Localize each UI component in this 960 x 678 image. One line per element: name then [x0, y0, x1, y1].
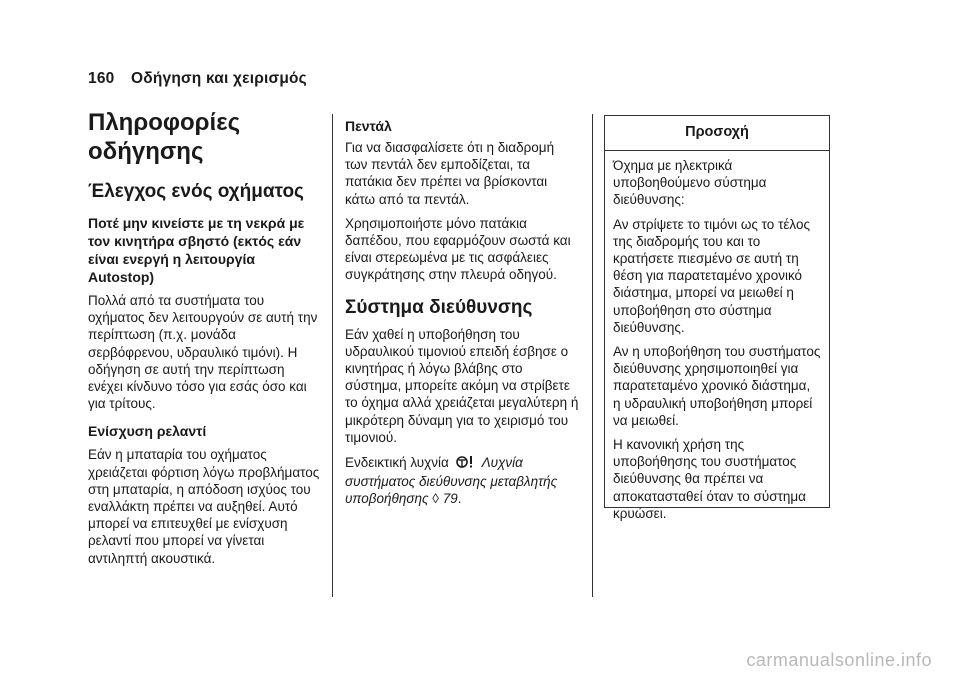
paragraph-pedals-2: Χρησιμοποιήστε μόνο πατάκια δαπέδου, που εφαρμόζουν σωστά και είναι στερεωμένα με τις ασφάλειες συγκράτησης στην πλευρά οδηγού.: [345, 215, 571, 283]
paragraph-steering: Εάν χαθεί η υποβοήθηση του υδραυλικού τιμονιού επειδή έσβησε ο κινητήρας ή λόγω βλάβης στο σύστημα, μπορείτε ακόμη να στρίβετε το όχημα αλλά χρειάζεται μεγαλύτερη ή μικρότερη δύναμη για το χειρισμό του τιμονιού.: [345, 326, 579, 445]
watermark: carmanualsonline.info: [746, 650, 932, 670]
indicator-reference: Λυχνία συστήματος διεύθυνσης μεταβλητής υποβοήθησης: [345, 455, 558, 507]
page-title: Πληροφορίες οδήγησης: [88, 109, 241, 165]
page-ref-number[interactable]: 79: [442, 491, 458, 507]
subheading-idle-boost: Ενίσχυση ρελαντί: [88, 423, 207, 440]
paragraph-coasting: Πολλά από τα συστήματα του οχήματος δεν λειτουργούν σε αυτή την περίπτωση (π.χ. μονάδα σερβόφρενου, υδραυλικό τιμόνι). Η οδήγηση σε αυτή την περίπτωση ενέχει κίνδυνο τόσο για εσάς όσο και για τρίτους.: [88, 293, 318, 412]
indicator-text: Ενδεικτική λυχνία: [345, 455, 449, 471]
paragraph-idle-boost: Εάν η μπαταρία του οχήματος χρειάζεται φόρτιση λόγω προβλήματος στη μπαταρία, η απόδοση ισχύος του εναλλάκτη πρέπει να αυξηθεί. Αυτό μπορεί να επιτευχθεί με ενίσχυση ρελαντί που μπορεί να γίνεται αντιληπτή ακουστικά.: [88, 447, 320, 566]
caution-paragraph-2: Αν στρίψετε το τιμόνι ως το τέλος της διαδρομής του και το κρατήσετε πιεσμένο σε αυτή τη θέση για παρατεταμένο χρονικό διάστημα, μπορεί να μειωθεί η υποβοήθηση στο σύστημα διεύθυνσης.: [613, 216, 810, 335]
page-number: 160: [88, 70, 115, 87]
page-header: [88, 70, 307, 88]
subheading-coasting: Ποτέ μην κινείστε με τη νεκρά με τον κινητήρα σβηστό (εκτός εάν είναι ενεργή η λειτουργία Autostop): [88, 215, 305, 285]
chapter-title: Οδήγηση και χειρισμός: [130, 70, 307, 87]
page-ref-arrow: ◊: [432, 491, 439, 507]
column-3: [604, 115, 832, 521]
period: .: [457, 491, 462, 507]
column-2: [345, 117, 580, 508]
column-divider: [332, 114, 333, 597]
caution-paragraph-3: Αν η υποβοήθηση του συστήματος διεύθυνσης χρησιμοποιηθεί για παρατεταμένο χρονικό διάστημα, η υδραυλική υποβοήθηση μπορεί να μειωθεί.: [613, 344, 821, 428]
column-1: [88, 108, 320, 567]
section-heading-steering: Σύστημα διεύθυνσης: [345, 296, 533, 318]
column-divider-2: [592, 114, 593, 597]
caution-box: [604, 115, 830, 521]
caution-title: Προσοχή: [605, 116, 829, 151]
subheading-pedals: Πεντάλ: [345, 118, 392, 134]
paragraph-pedals-1: Για να διασφαλίσετε ότι η διαδρομή των πεντάλ δεν εμποδίζεται, τα πατάκια δεν πρέπει να βρίσκονται κάτω από τα πεντάλ.: [345, 140, 555, 207]
paragraph-indicator: [345, 454, 580, 508]
caution-paragraph-4: Η κανονική χρήση της υποβοήθησης του συστήματος διεύθυνσης θα πρέπει να αποκατασταθεί όταν το σύστημα κρυώσει.: [613, 437, 806, 521]
steering-warning-icon: [456, 455, 476, 473]
section-heading-vehicle-control: Έλεγχος ενός οχήματος: [88, 181, 304, 202]
caution-paragraph-1: Όχημα με ηλεκτρικά υποβοηθούμενο σύστημα διεύθυνσης:: [613, 158, 767, 208]
caution-body: [605, 151, 829, 522]
